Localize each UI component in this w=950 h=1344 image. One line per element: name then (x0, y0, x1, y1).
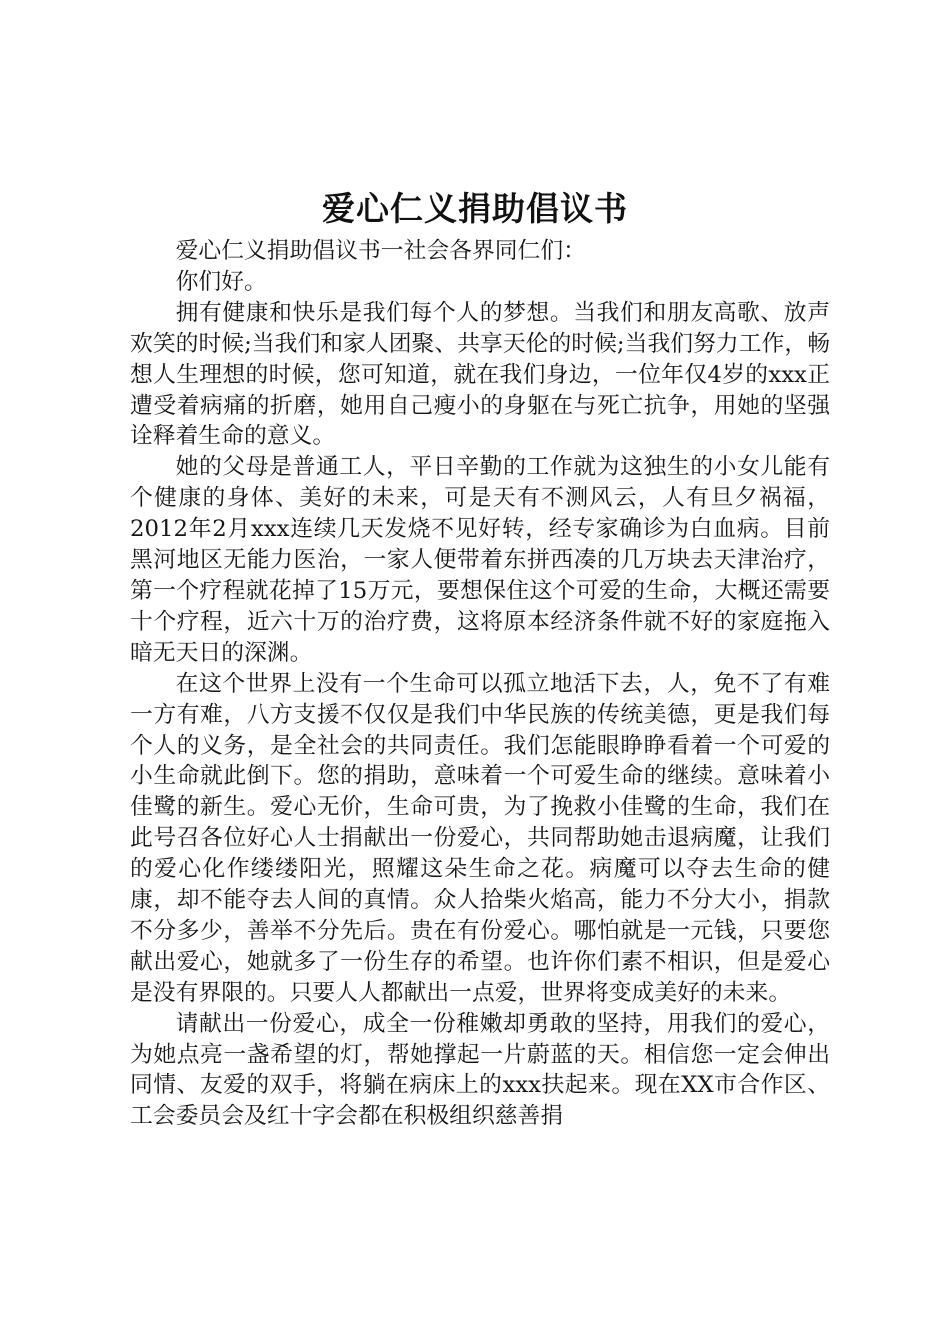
document-body (130, 236, 830, 1132)
paragraph-greeting: 你们好。 (175, 268, 267, 295)
paragraph-body: 在这个世界上没有一个生命可以孤立地活下去，人，免不了有难一方有难，八方支援不仅仅是我们中华民族的传统美德，更是我们每个人的义务，是全社会的共同责任。我们怎能眼睁睁看着一个可爱的小生命就此倒下。您的捐助，意味着一个可爱生命的继续。意味着小佳鹭的新生。爱心无价，生命可贵，为了挽救小佳鹭的生命，我们在此号召各位好心人士捐献出一份爱心，共同帮助她击退病魔，让我们的爱心化作缕缕阳光，照耀这朵生命之花。病魔可以夺去生命的健康，却不能夺去人间的真情。众人拾柴火焰高，能力不分大小，捐款不分多少，善举不分先后。贵在有份爱心。哪怕就是一元钱，只要您献出爱心，她就多了一份生存的希望。也许你们素不相识，但是爱心是没有界限的。只要人人都献出一点爱，世界将变成美好的未来。 (130, 670, 830, 1006)
document-title: 爱心仁义捐助倡议书 (322, 189, 628, 228)
paragraph-body: 拥有健康和快乐是我们每个人的梦想。当我们和朋友高歌、放声欢笑的时候;当我们和家人团聚、共享天伦的时候;当我们努力工作，畅想人生理想的时候，您可知道，就在我们身边，一位年仅4岁的xxx正遭受着病痛的折磨，她用自己瘦小的身躯在与死亡抗争，用她的坚强诠释着生命的意义。 (130, 299, 830, 450)
paragraph-body: 她的父母是普通工人，平日辛勤的工作就为这独生的小女儿能有个健康的身体、美好的未来，可是天有不测风云，人有旦夕祸福，2012年2月xxx连续几天发烧不见好转，经专家确诊为白血病。目前黑河地区无能力医治，一家人便带着东拼西凑的几万块去天津治疗，第一个疗程就花掉了15万元，要想保住这个可爱的生命，大概还需要十个疗程，近六十万的治疗费，这将原本经济条件就不好的家庭拖入暗无天日的深渊。 (130, 454, 830, 666)
paragraph-salutation: 爱心仁义捐助倡议书一社会各界同仁们： (175, 238, 586, 264)
paragraph-body: 请献出一份爱心，成全一份稚嫩却勇敢的坚持，用我们的爱心，为她点亮一盏希望的灯，帮她撑起一片蔚蓝的天。相信您一定会伸出同情、友爱的双手，将躺在病床上的xxx扶起来。现在XX市合作区、工会委员会及红十字会都在积极组织慈善捐 (130, 1010, 830, 1130)
